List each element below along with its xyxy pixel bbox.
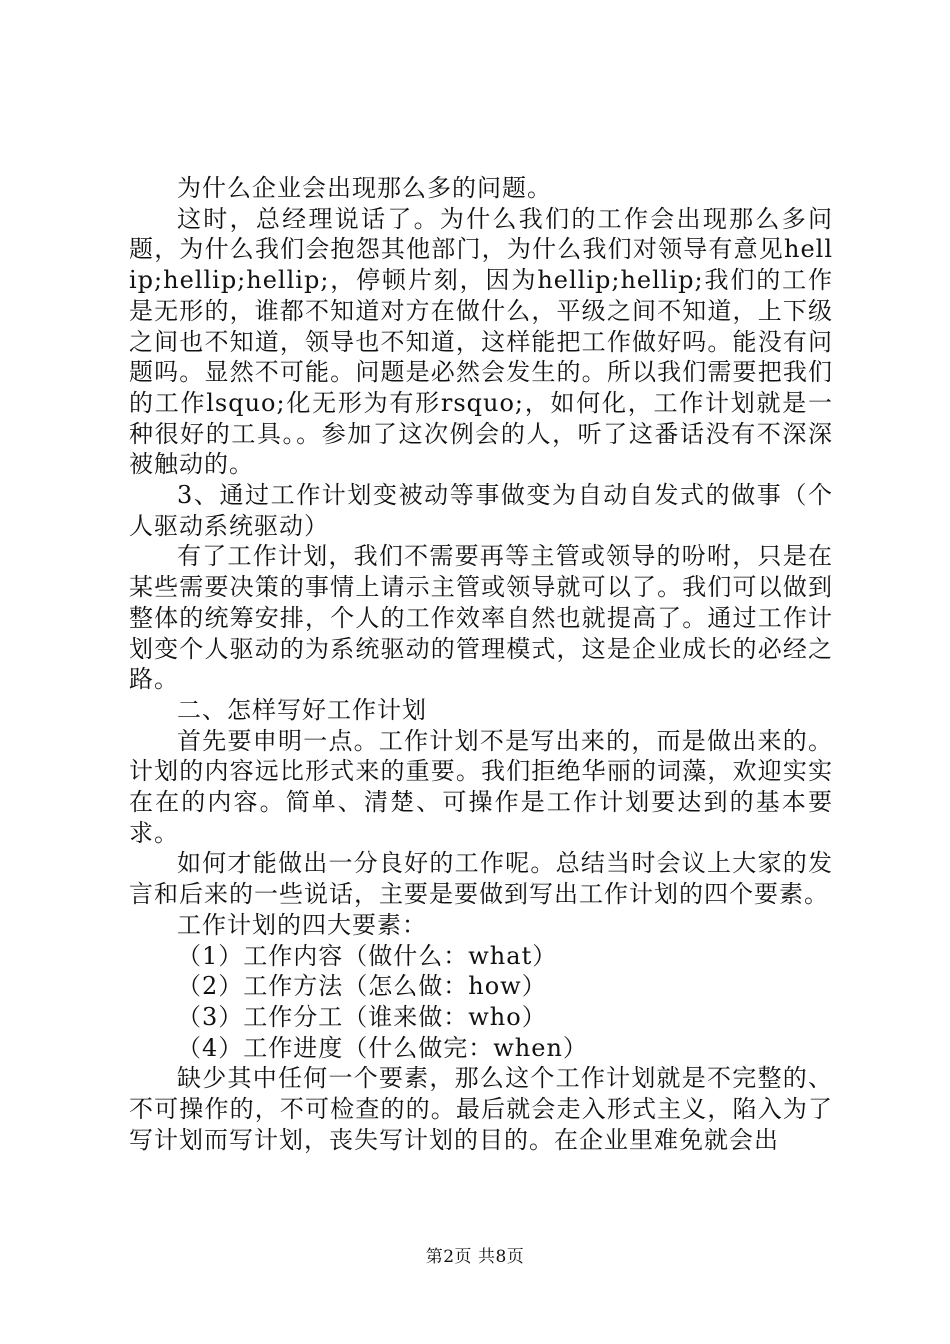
list-item: （2）工作方法（怎么做：how） bbox=[177, 972, 547, 1001]
section-heading: 3、通过工作计划变被动等事做变为自动自发式的做事（个人驱动系统驱动） bbox=[129, 481, 833, 540]
list-heading: 工作计划的四大要素： bbox=[177, 910, 427, 939]
paragraph: 这时，总经理说话了。为什么我们的工作会出现那么多问题，为什么我们会抱怨其他部门，为什么我们对领导有意见hellip;hellip;hellip;，停顿片刻，因为hellip;hellip;我们的工作是无形的，谁都不知道对方在做什么，平级之间不知道，上下级之间也不知道，领导也不知道，这样能把工作做好吗。能没有问题吗。显然不可能。问题是必然会发生的。所以我们需要把我们的工作lsquo;化无形为有形rsquo;，如何化，工作计划就是一种很好的工具。。参加了这次例会的人，听了这番话没有不深深被触动的。 bbox=[129, 204, 833, 479]
document-body bbox=[129, 173, 833, 1156]
paragraph: 为什么企业会出现那么多的问题。 bbox=[177, 174, 552, 202]
paragraph: 首先要申明一点。工作计划不是写出来的，而是做出来的。计划的内容远比形式来的重要。我们拒绝华丽的词藻，欢迎实实在在的内容。简单、清楚、可操作是工作计划要达到的基本要求。 bbox=[129, 726, 833, 847]
section-heading: 二、怎样写好工作计划 bbox=[177, 695, 427, 724]
paragraph: 缺少其中任何一个要素，那么这个工作计划就是不完整的、不可操作的，不可检查的的。最后就会走入形式主义，陷入为了写计划而写计划，丧失写计划的目的。在企业里难免就会出 bbox=[129, 1064, 833, 1154]
list-item: （4）工作进度（什么做完：when） bbox=[177, 1033, 588, 1062]
list-item: （3）工作分工（谁来做：who） bbox=[177, 1002, 547, 1031]
page-number-footer: 第2页 共8页 bbox=[425, 1247, 525, 1267]
list-item: （1）工作内容（做什么：what） bbox=[177, 941, 558, 970]
paragraph: 有了工作计划，我们不需要再等主管或领导的吩咐，只是在某些需要决策的事情上请示主管或领导就可以了。我们可以做到整体的统筹安排，个人的工作效率自然也就提高了。通过工作计划变个人驱动的为系统驱动的管理模式，这是企业成长的必经之路。 bbox=[129, 542, 833, 694]
paragraph: 如何才能做出一分良好的工作呢。总结当时会议上大家的发言和后来的一些说话，主要是要做到写出工作计划的四个要素。 bbox=[129, 849, 833, 909]
